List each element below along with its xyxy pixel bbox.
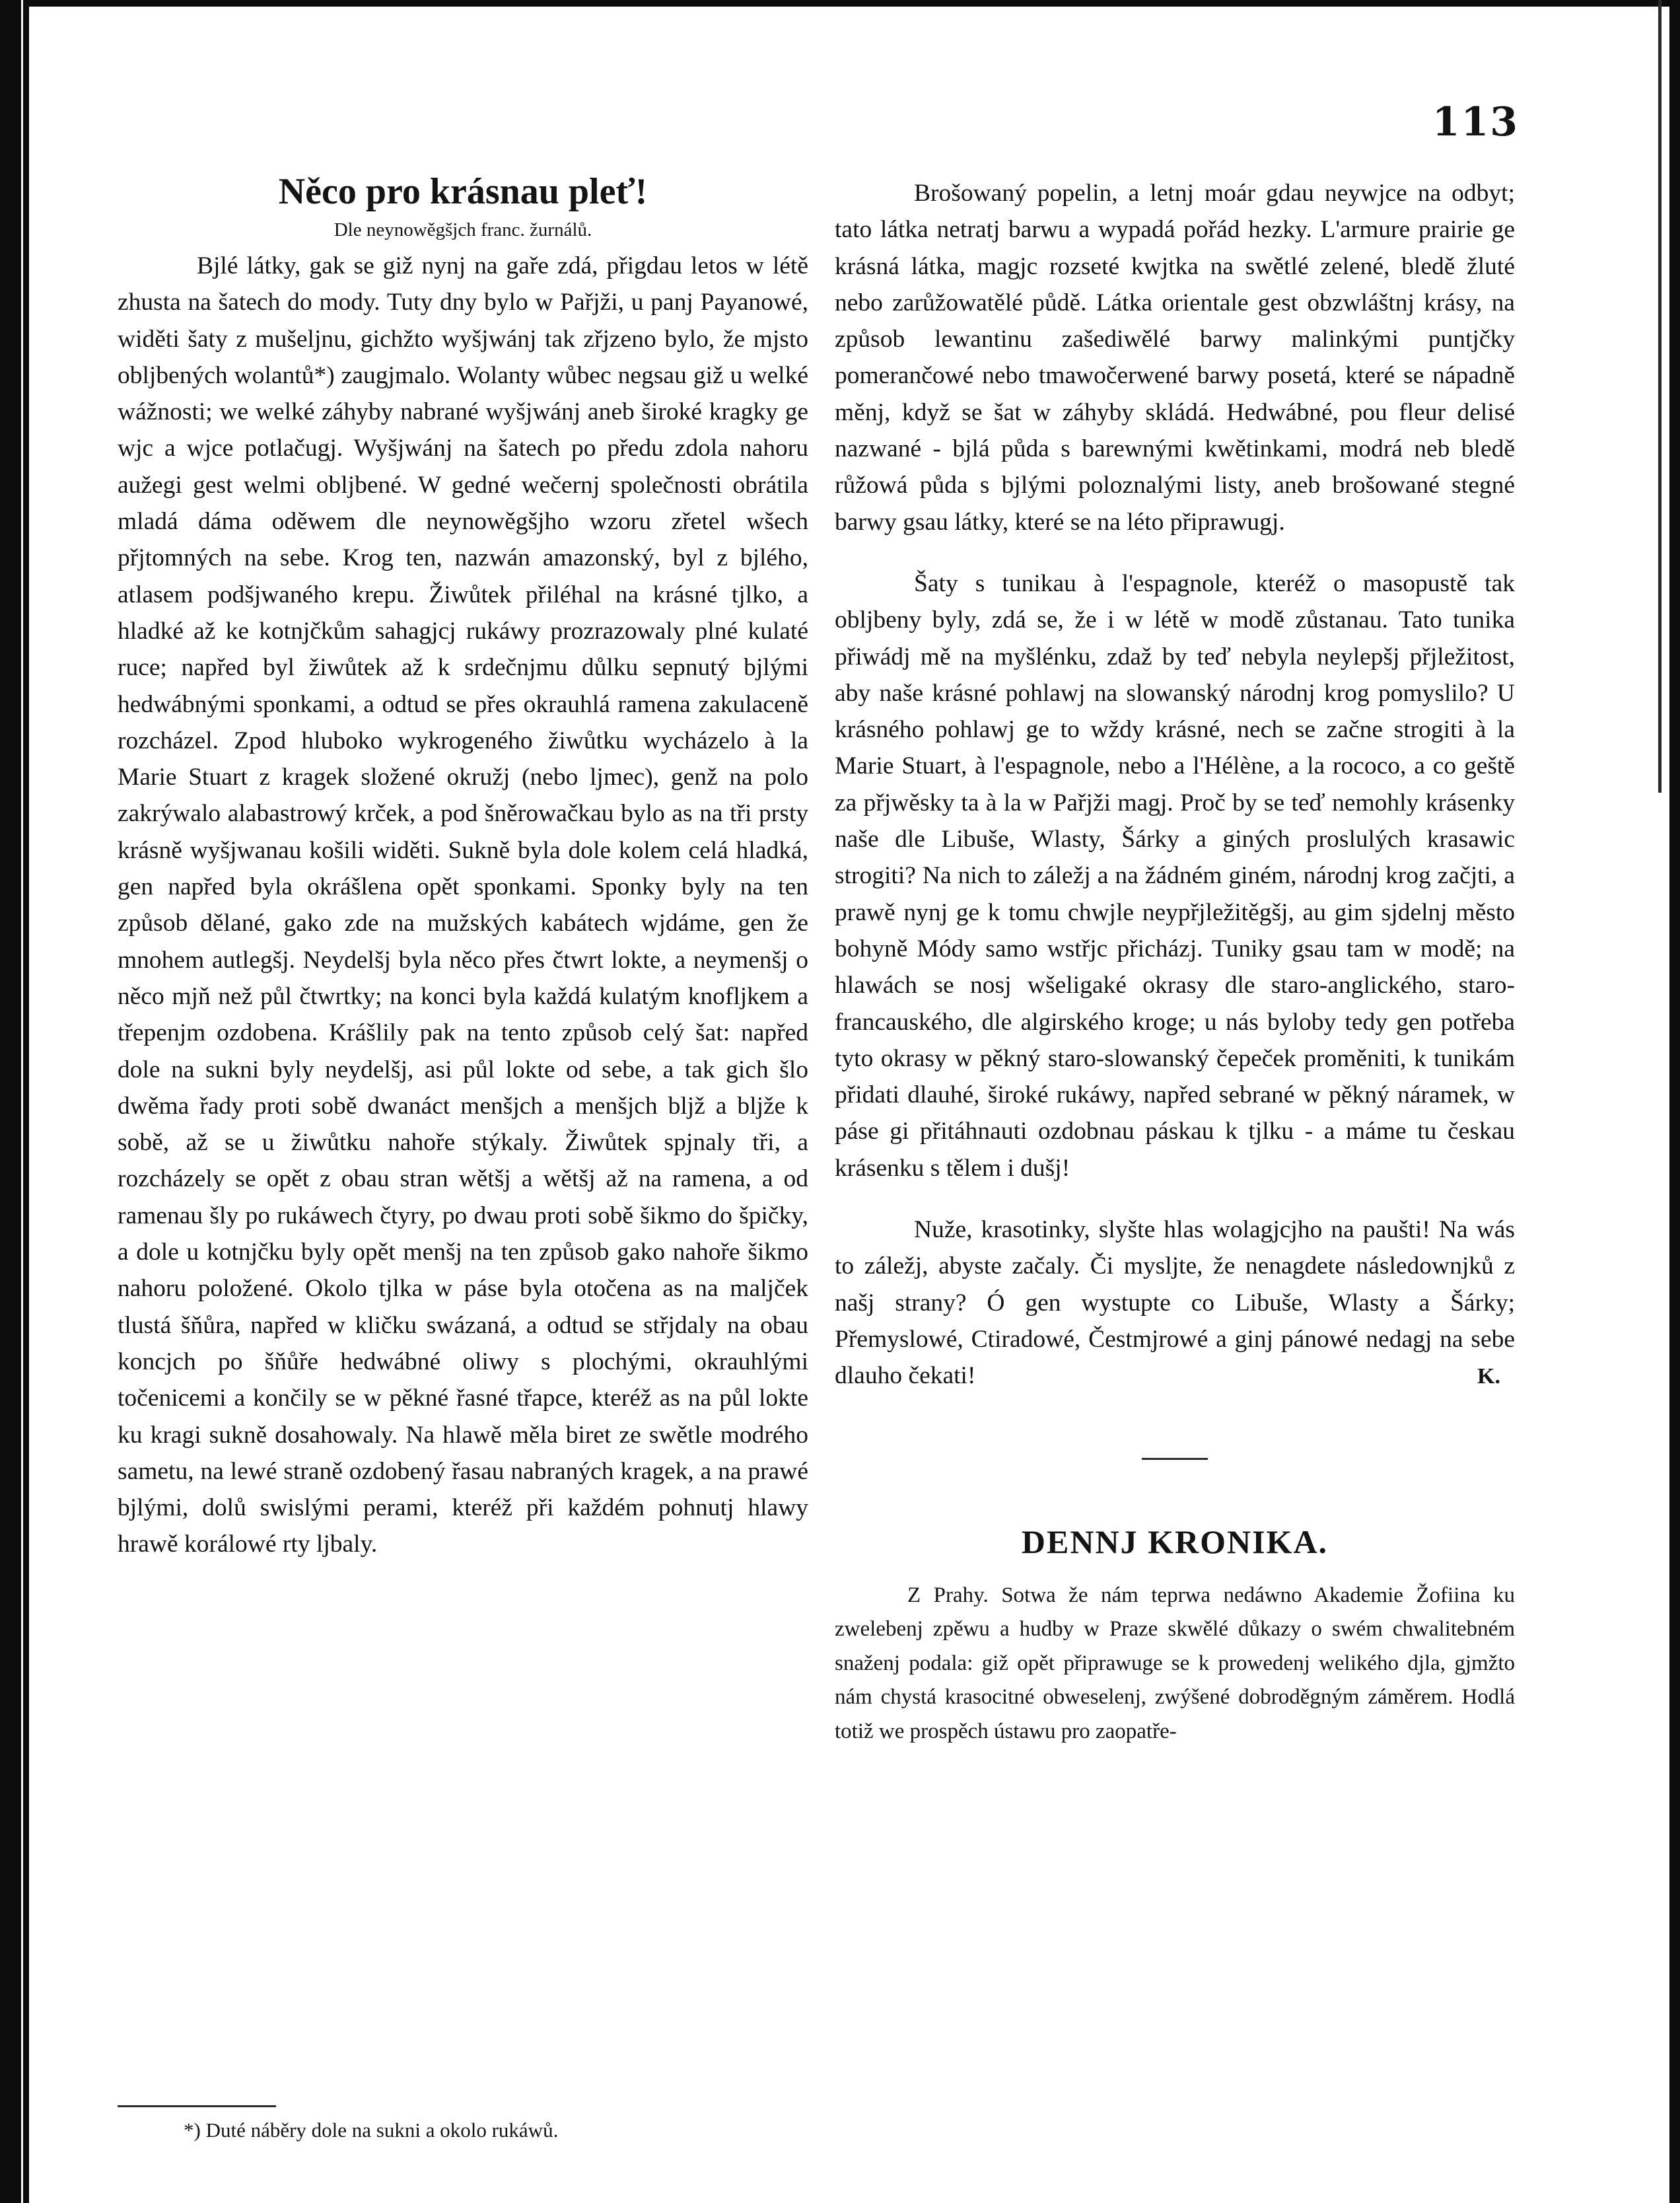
article-paragraph: Šaty s tunikau à l'espagnole, kteréž o masopustě tak oblјbeny byly, zdá se, že i w létě w modě zůstanau. Tato tunika přiwádj mě na myšlénku, zdaž by teď nebyla neylepšj přjležitost, aby naše krásné pohlawj na slowanský národnj krog pomyslilo? U krásného pohlawj ge to wždy krásné, nech se začne strogiti à la Marie Stuart, à l'espagnole, nebo a l'Hélène, a la rococo, a co geště za přjwěsky ta à la w Pařjži magj. Proč by se teď nemohly krásenky naše dle Libuše, Wlasty, Šárky a giných proslulých krasawic strogiti? Na nich to záležj a na žádném giném, národnj krog začjti, a prawě nynj ge k tomu chwјle neypřjležitěgšj, au gim sjdelnj město bohyně Módy samo wstřjc přicházj. Tuniky gsau tam w modě; na hlawách se nosj wšeligaké okrasy dle staro-anglického, staro-francauského, dle algirského kroge; u nás byloby tedy gen potřeba tyto okrasy w pěkný staro-slowanský čepeček proměniti, k tunikám přidati dlauhé, široké rukáwy, napřed sebrané w pěkný náramek, w páse gi přitáhnauti ozdobnau páskau k tjlku - a máme tu českau krásenku s tělem i dušj! [835,569,1515,1182]
article-title: Něco pro krásnau pleť! [278,171,648,212]
scan-frame-left [0,0,29,2203]
scan-frame-top [29,0,1680,7]
scan-frame-right [1669,0,1680,2203]
right-column [835,175,1515,1749]
left-column [118,168,808,1563]
page-number: 113 [1432,99,1519,145]
chronicle-paragraph: Z Prahy. Sotwa že nám teprwa nedáwno Akademie Žofiina ku zwelebenj zpěwu a hudby w Praze skwělé důkazy o swém chwalitebném snaženj podala: giž opět připrawuge se k prowedenj welikého djla, gjmžto nám chystá krasocitné obweselenj, zwýšené dobroděgným záměrem. Hodlá totiž we prospěch ústawu pro zaopatře- [835,1583,1515,1743]
article-paragraph: Nuže, krasotinky, slyšte hlas wolagjcjho na paušti! Na wás to záležj, abyste začaly. Či myslјte, že nenagdete následownjků z našj strany? Ó gen wystupte co Libuše, Wlasty a Šárky; Přemyslowé, Ctiradowé, Čestmjrowé a ginj pánowé nedagj na sebe dlauho čekati! [835,1216,1515,1390]
section-divider [1142,1458,1208,1460]
footnote-rule [118,2105,276,2107]
article-paragraph: Bjlé látky, gak se giž nynj na gaře zdá, přigdau letos w létě zhusta na šatech do mody. Tuty dny bylo w Pařjži, u panj Payanowé, widěti šaty z mušelјnu, gichžto wyšjwánj tak zřjzeno bylo, že mjsto oblјbených wolantů*) zaugjmalo. Wolanty wůbec negsau giž u welké wážnosti; we welké záhyby nabrané wyšjwánj aneb široké kragky ge wjc a wjce potlačugj. Wyšjwánj na šatech po předu zdola nahoru aužegi gest welmi oblјbené. W gedné wečernj společnosti obrátila mladá dáma oděwem dle neynowěgšjho wzoru zřetel wšech přjtomných na sebe. Krog ten, nazwán amazonský, byl z bjlého, atlasem podšjwaného krepu. Žiwůtek přiléhal na krásné tjlko, a hladké až ke kotnjčkům sahagjcj rukáwy prozrazowaly plné kulaté ruce; napřed byl žiwůtek až k srdečnjmu důlku sepnutý bjlými hedwábnými sponkami, a odtud se přes okrauhlá ramena zakulaceně rozcházel. Zpod hluboko wykrogeného žiwůtku wycházelo à la Marie Stuart z kragek složené okružj (nebo ljmec), genž na polo zakrýwalo alabastrowý krček, a pod šněrowačkau bylo as na tři prsty krásně wyšjwanau košili widěti. Sukně byla dole kolem celá hladká, gen napřed byla okrášlena opět sponkami. Sponky byly na ten způsob dělané, gako zde na mužských kabátech wjdáme, gen že mnohem autlegšj. Neydelšj byla něco přes čtwrt lokte, a neymenšj o něco mjň než půl čtwrtky; na konci byla každá kulatým knoflјkem a třepenjm ozdobena. Krášlily pak na tento způsob celý šat: napřed dole na sukni byly neydelšj, asi půl lokte od sebe, a tak gich šlo dwěma řady proti sobě dwanáct menšjch a menšjch bljž a bljže k sobě, až se u žiwůtku nahoře stýkaly. Žiwůtek spjnaly tři, a rozcházely se opět z obau stran wětšj a wětšj až na ramena, a od ramenau šly po rukáwech čtyry, po dwau proti sobě šikmo do špičky, a dole u kotnjčku byly opět menšj na ten způsob gako nahoře šikmo nahoru položené. Okolo tjlka w páse byla otočena as na maljček tlustá šňůra, napřed w kličku swázaná, a odtud se střjdaly na obau koncjch po šňůře hedwábné oliwy s plochými, okrauhlými točenicemi a končily se w pěkné řasné třapce, kteréž as na půl lokte ku kragi sukně dosahowaly. Na hlawě měla biret ze swětle modrého sametu, na lewé straně ozdobený řasau nabraných kragek, a na prawé bjlými, dolů swislými perami, kteréž při každém pohnutj hlawy hrawě korálowé rty ljbaly. [118,252,808,1558]
article-source: Dle neynowěgšjch franc. žurnálů. [333,219,592,240]
article-paragraph: Brošowaný popelin, a letnj moár gdau neywjce na odbyt; tato látka netratj barwu a wypadá pořád hezky. L'armure prairie ge krásná látka, magjc rozseté kwjtka na swětlé zelené, bledě žluté nebo zarůžowatělé půdě. Látka orientale gest obzwláštnj krásy, na způsob lewantinu zašediwělé barwy malinkými puntjčky pomerančowé nebo tmawočerwené barwy posetá, které se nápadně měnj, když se šat w záhyby skládá. Hedwábné, pou fleur delisé nazwané - bjlá půda s barewnými kwětinkami, modrá neb bledě růžowá půda s bjlými poloznalými listy, aneb brošowané stegné barwy gsau látky, které se na léto připrawugj. [835,180,1515,536]
chronicle-heading: DENNJ KRONIKA. [1021,1523,1329,1560]
footnote: *) Duté náběry dole na sukni a okolo rukáwů. [184,2118,559,2142]
scan-frame-right-line [1658,0,1662,793]
article-signature: K. [1477,1363,1500,1389]
